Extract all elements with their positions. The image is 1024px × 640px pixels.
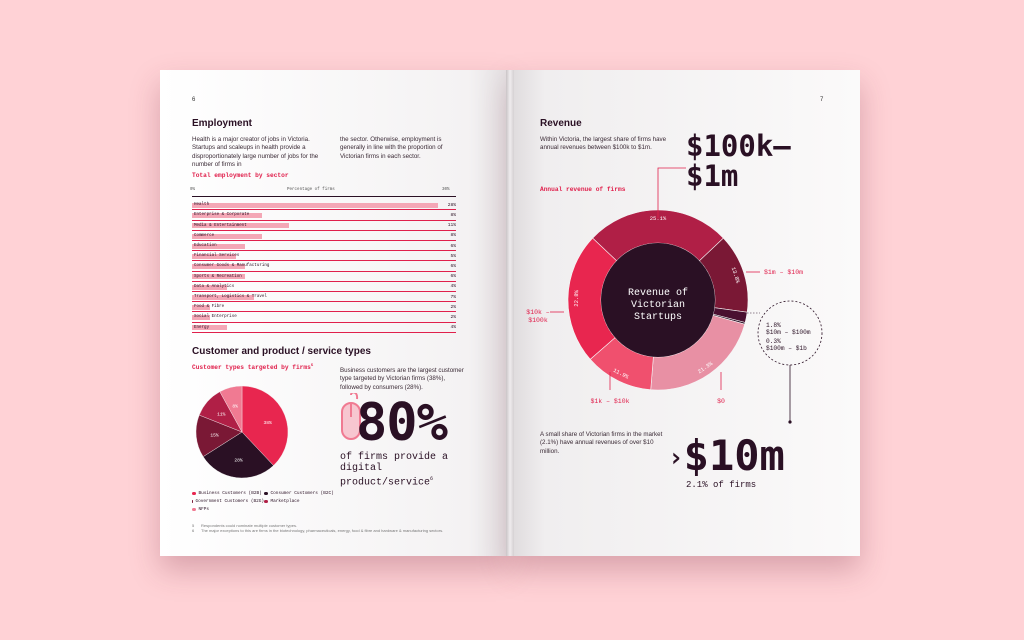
digital-product-caption (340, 452, 480, 488)
revenue-big-bottom: $1m (686, 159, 739, 193)
employment-row-line (192, 301, 456, 302)
employment-row (192, 253, 456, 263)
employment-row (192, 304, 456, 314)
employment-row (192, 222, 456, 232)
employment-row (192, 314, 456, 324)
donut-segment-label: 21.3% (696, 360, 714, 376)
label-0: $0 (717, 398, 725, 405)
legend-label: NFPs (198, 507, 210, 512)
donut-segment-label: 22.8% (572, 290, 581, 307)
employment-bar-chart (192, 188, 456, 334)
legend-label: Marketplace (270, 499, 300, 504)
callout-label-2: $100m – $1b (766, 345, 807, 352)
label-1k-10k: $1k – $10k (590, 398, 630, 405)
employment-row-value: 8% (450, 233, 456, 239)
employment-row (192, 212, 456, 222)
employment-row-label: Enterprise & Corporate (194, 213, 250, 218)
revenue-bottom-paragraph: A small share of Victorian firms in the market (2.1%) have annual revenues of over $10 million. (540, 431, 663, 455)
label-10k-100k-line2: $100k (528, 317, 548, 324)
donut-segment-label: 11.9% (611, 366, 630, 381)
callout-drop-dot (788, 420, 791, 423)
legend-item (264, 491, 342, 496)
callout-pct-1: 1.8% (766, 322, 781, 329)
employment-row-label: Energy (194, 325, 210, 330)
axis-line (192, 196, 456, 197)
employment-row-label: Financial Services (194, 254, 240, 259)
employment-row-line (192, 209, 456, 210)
employment-row (192, 294, 456, 304)
revenue-bottom-caption: 2.1% of firms (686, 480, 757, 490)
right-page-number: 7 (820, 97, 824, 103)
employment-row-label: Commerce (194, 233, 215, 238)
customers-heading: Customer and product / service types (192, 346, 371, 357)
employment-row (192, 233, 456, 243)
legend-swatch (264, 500, 268, 504)
legend-swatch (192, 508, 196, 512)
employment-row-line (192, 260, 456, 261)
employment-bar (192, 203, 438, 208)
employment-row-label: Food & Fibre (194, 305, 225, 310)
employment-row-line (192, 250, 456, 251)
footnote-ref-6: 6 (430, 476, 434, 482)
employment-row-label: Health (194, 203, 210, 208)
employment-paragraph-1: Health is a major creator of jobs in Victoria. Startups and scaleups in health provide a disproportionately large number of jobs for the number of firms in (192, 136, 319, 169)
customers-chart-title-text: Customer types targeted by firms (192, 364, 311, 372)
employment-row-line (192, 322, 456, 323)
employment-row-label: Media & Entertainment (194, 223, 247, 228)
customers-paragraph: Business customers are the largest customer type targeted by Victorian firms (38%), followed by consumers (28%). (340, 367, 464, 391)
employment-row-value: 6% (450, 263, 456, 269)
axis-left-label: 0% (190, 188, 196, 192)
employment-row-value: 5% (450, 253, 456, 259)
employment-row-value: 4% (450, 284, 456, 290)
callout-pct-2: 0.3% (766, 338, 781, 345)
employment-row-label: Consumer Goods & Manufacturing (194, 264, 270, 269)
employment-row (192, 202, 456, 212)
axis-right-label: 30% (442, 188, 450, 192)
employment-row-value: 4% (450, 325, 456, 331)
legend-label: Consumer Customers (B2C) (270, 491, 334, 496)
left-page-number: 6 (192, 97, 196, 103)
legend-item (192, 507, 264, 512)
employment-row-label: Data & Analytics (194, 284, 235, 289)
footnote-6: 6 The major exceptions to this are firms in the biotechnology, pharmaceuticals, energy, food & fibre and hardware & manufacturing sectors. (192, 528, 444, 533)
callout-label-1: $10m – $100m (766, 329, 811, 336)
employment-paragraph-2: the sector. Otherwise, employment is generally in line with the proportion of Victorian firms in each sector. (340, 136, 443, 160)
employment-row-line (192, 271, 456, 272)
revenue-bottom-big (668, 431, 785, 480)
employment-row-line (192, 291, 456, 292)
revenue-paragraph: Within Victoria, the largest share of firms have annual revenues between $100k to $1m. (540, 136, 667, 152)
employment-row-label: Social Enterprise (194, 315, 237, 320)
revenue-donut-chart (510, 150, 860, 450)
legend-swatch (192, 492, 196, 496)
footnote-ref-5: 5 (310, 364, 314, 368)
employment-row-line (192, 220, 456, 221)
pie-slice-label: 8% (232, 404, 238, 410)
legend-item (192, 499, 264, 504)
employment-heading: Employment (192, 118, 253, 129)
label-10k-100k-line1: $10k – (526, 309, 550, 316)
pie-slice-label: 28% (234, 458, 243, 464)
digital-product-percentage: 80% (356, 393, 447, 453)
employment-row (192, 273, 456, 283)
employment-row-value: 6% (450, 243, 456, 249)
donut-center-line1: Revenue of (627, 288, 689, 299)
customers-chart-title (192, 364, 313, 371)
employment-chart-title: Total employment by sector (192, 172, 289, 179)
revenue-chart-title: Annual revenue of firms (540, 186, 626, 193)
employment-row (192, 263, 456, 273)
employment-row-value: 2% (450, 304, 456, 310)
donut-segment-label: 25.1% (649, 215, 667, 222)
footnotes (192, 523, 482, 533)
legend-item (264, 499, 342, 504)
employment-row-line (192, 230, 456, 231)
employment-row (192, 284, 456, 294)
employment-row-line (192, 332, 456, 333)
employment-row-value: 7% (450, 294, 456, 300)
axis-title: Percentage of firms (287, 188, 335, 192)
employment-row-label: Sports & Recreation (194, 274, 242, 279)
pie-slice-label: 11% (217, 412, 226, 418)
digital-product-caption-text: of firms provide a digital product/service (340, 452, 449, 489)
employment-row-value: 28% (447, 202, 456, 208)
employment-row-value: 2% (450, 314, 456, 320)
employment-row (192, 324, 456, 334)
revenue-bottom-big-text: $10m (683, 431, 785, 480)
legend-label: Business Customers (B2B) (198, 491, 262, 496)
employment-row-line (192, 311, 456, 312)
employment-row-label: Transport, Logistics & Travel (194, 294, 267, 299)
chevron-right-icon: › (668, 443, 684, 473)
donut-center-line3: Startups (633, 312, 683, 323)
legend-item (192, 491, 264, 496)
employment-row-line (192, 281, 456, 282)
customer-types-pie-chart (192, 380, 312, 486)
employment-row-value: 6% (450, 274, 456, 280)
donut-center-line2: Victorian (630, 300, 686, 311)
employment-row-line (192, 240, 456, 241)
employment-row-value: 8% (450, 212, 456, 218)
legend-label: Government Customers (B2G) (195, 499, 264, 504)
legend-swatch (264, 492, 268, 496)
revenue-big-top: $100k– (686, 129, 791, 163)
employment-row-label: Education (194, 243, 217, 248)
donut-segment-label: 13.8% (729, 266, 742, 284)
customer-legend (192, 491, 342, 512)
pie-slice-label: 15% (210, 433, 219, 439)
pie-slice-label: 38% (263, 420, 272, 426)
employment-row-value: 11% (447, 223, 456, 229)
revenue-heading: Revenue (540, 118, 582, 129)
employment-row (192, 243, 456, 253)
footnote-5: 5 Respondents could nominate multiple customer types. (192, 523, 298, 528)
label-1m-10m: $1m – $10m (764, 269, 804, 276)
